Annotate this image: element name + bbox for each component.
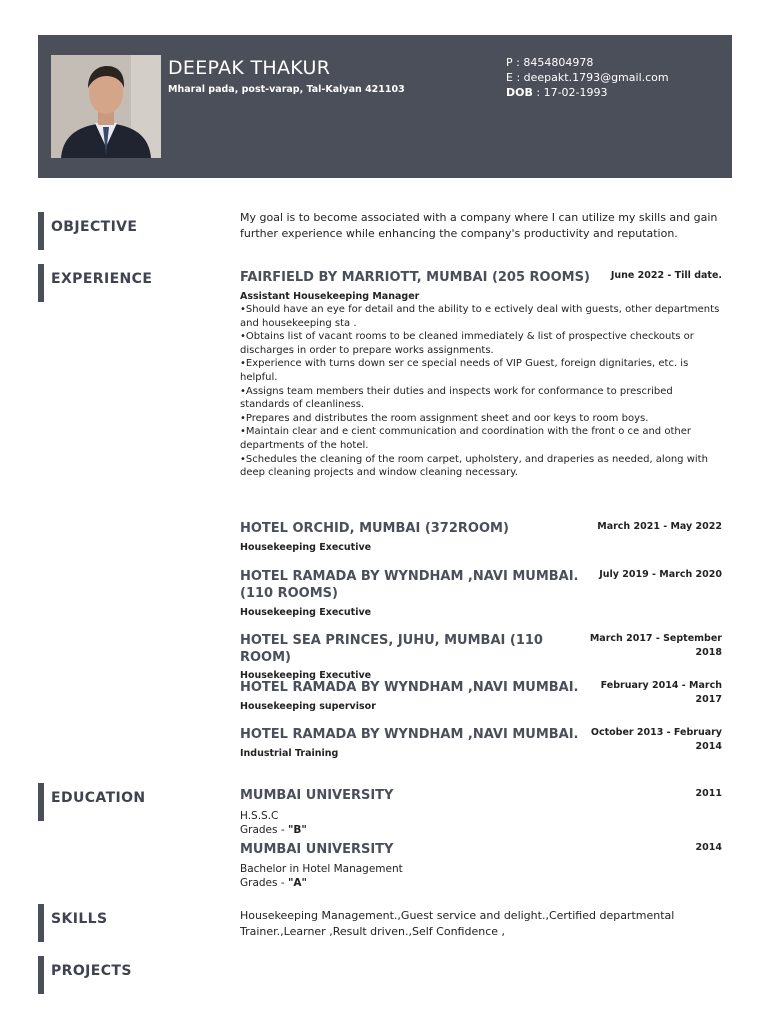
dob-label: DOB bbox=[506, 86, 533, 99]
profile-photo bbox=[51, 55, 161, 158]
job-date: March 2017 - September 2018 bbox=[589, 633, 722, 658]
contact-block bbox=[506, 55, 669, 100]
email-label: E : bbox=[506, 71, 521, 84]
experience-entry bbox=[240, 520, 722, 553]
phone-line bbox=[506, 55, 669, 70]
grade-line bbox=[240, 876, 722, 890]
experience-entry bbox=[240, 568, 722, 618]
dob-value: : 17-02-1993 bbox=[536, 86, 608, 99]
job-role: Assistant Housekeeping Manager bbox=[240, 291, 420, 302]
section-skills: SKILLS bbox=[38, 904, 228, 942]
institution-name: MUMBAI UNIVERSITY bbox=[240, 788, 394, 803]
person-photo-icon bbox=[51, 55, 161, 158]
phone-label: P : bbox=[506, 56, 520, 69]
job-date: July 2019 - March 2020 bbox=[599, 569, 722, 580]
section-projects: PROJECTS bbox=[38, 956, 228, 994]
section-experience: EXPERIENCE bbox=[38, 264, 228, 302]
job-role: Housekeeping Executive bbox=[240, 542, 372, 553]
experience-entry bbox=[240, 632, 722, 681]
job-title: HOTEL ORCHID, MUMBAI (372ROOM) bbox=[240, 521, 509, 536]
institution-name: MUMBAI UNIVERSITY bbox=[240, 842, 394, 857]
email-line bbox=[506, 70, 669, 85]
education-year: 2011 bbox=[695, 788, 722, 799]
responsibility-item: •Prepares and distributes the room assignment sheet and oor keys to room boys. bbox=[240, 412, 649, 424]
job-role: Housekeeping Executive bbox=[240, 670, 372, 681]
objective-text: My goal is to become associated with a company where I can utilize my skills and gain further experience while enhancing the company's productivity and reputation. bbox=[240, 211, 718, 240]
grade-label: Grades - bbox=[240, 877, 288, 889]
experience-entry bbox=[240, 726, 722, 759]
degree: H.S.S.C bbox=[240, 810, 279, 822]
candidate-address: Mharal pada, post-varap, Tal-Kalyan 421103 bbox=[168, 84, 405, 95]
degree: Bachelor in Hotel Management bbox=[240, 863, 403, 875]
responsibility-item: •Obtains list of vacant rooms to be cleaned immediately & list of prospective checkouts or discharges in order to prepare works assignments. bbox=[240, 331, 694, 356]
resume-header bbox=[38, 35, 732, 178]
job-date: March 2021 - May 2022 bbox=[597, 521, 722, 532]
job-responsibilities bbox=[240, 303, 722, 480]
job-title: FAIRFIELD BY MARRIOTT, MUMBAI (205 ROOMS) bbox=[240, 270, 590, 285]
grade-value: "A" bbox=[287, 877, 308, 889]
section-objective: OBJECTIVE bbox=[38, 212, 228, 250]
education-entry bbox=[240, 787, 722, 837]
job-title: HOTEL RAMADA BY WYNDHAM ,NAVI MUMBAI. bbox=[240, 727, 579, 742]
job-role: Housekeeping supervisor bbox=[240, 701, 376, 712]
job-date: February 2014 - March 2017 bbox=[600, 680, 722, 705]
education-entry bbox=[240, 841, 722, 890]
job-date: October 2013 - February 2014 bbox=[590, 727, 722, 752]
job-role: Industrial Training bbox=[240, 748, 339, 759]
experience-entry bbox=[240, 269, 722, 480]
candidate-name: DEEPAK THAKUR bbox=[168, 57, 331, 79]
grade-line bbox=[240, 823, 722, 837]
education-year: 2014 bbox=[695, 842, 722, 853]
job-title: HOTEL RAMADA BY WYNDHAM ,NAVI MUMBAI. bbox=[240, 680, 579, 695]
responsibility-item: •Assigns team members their duties and inspects work for conformance to prescribed standards of cleanliness. bbox=[240, 385, 673, 411]
job-title: HOTEL RAMADA BY WYNDHAM ,NAVI MUMBAI.(110 ROOMS) bbox=[240, 569, 579, 601]
responsibility-item: •Maintain clear and e cient communication and coordination with the front o ce and other departments of the hotel. bbox=[240, 426, 691, 451]
responsibility-item: •Schedules the cleaning of the room carpet, upholstery, and draperies as needed, along with deep cleaning projects and window cleaning necessary. bbox=[240, 453, 708, 479]
phone-number: 8454804978 bbox=[523, 56, 594, 69]
dob-line bbox=[506, 85, 669, 100]
job-title: HOTEL SEA PRINCES, JUHU, MUMBAI (110 ROOM) bbox=[240, 633, 543, 665]
email-address[interactable]: deepakt.1793@gmail.com bbox=[523, 71, 669, 84]
section-education: EDUCATION bbox=[38, 783, 228, 821]
responsibility-item: •Experience with turns down ser ce special needs of VIP Guest, foreign dignitaries, etc. is helpful. bbox=[240, 358, 689, 383]
responsibility-item: •Should have an eye for detail and the ability to e ectively deal with guests, other departments and housekeeping sta . bbox=[240, 304, 720, 329]
job-role: Housekeeping Executive bbox=[240, 607, 372, 618]
experience-entry bbox=[240, 679, 722, 712]
skills-text: Housekeeping Management.,Guest service and delight.,Certified departmental Trainer.,Learner ,Result driven.,Self Confidence , bbox=[240, 909, 675, 938]
job-date: June 2022 - Till date. bbox=[610, 270, 722, 281]
grade-label: Grades - bbox=[240, 824, 288, 836]
grade-value: "B" bbox=[287, 824, 307, 836]
